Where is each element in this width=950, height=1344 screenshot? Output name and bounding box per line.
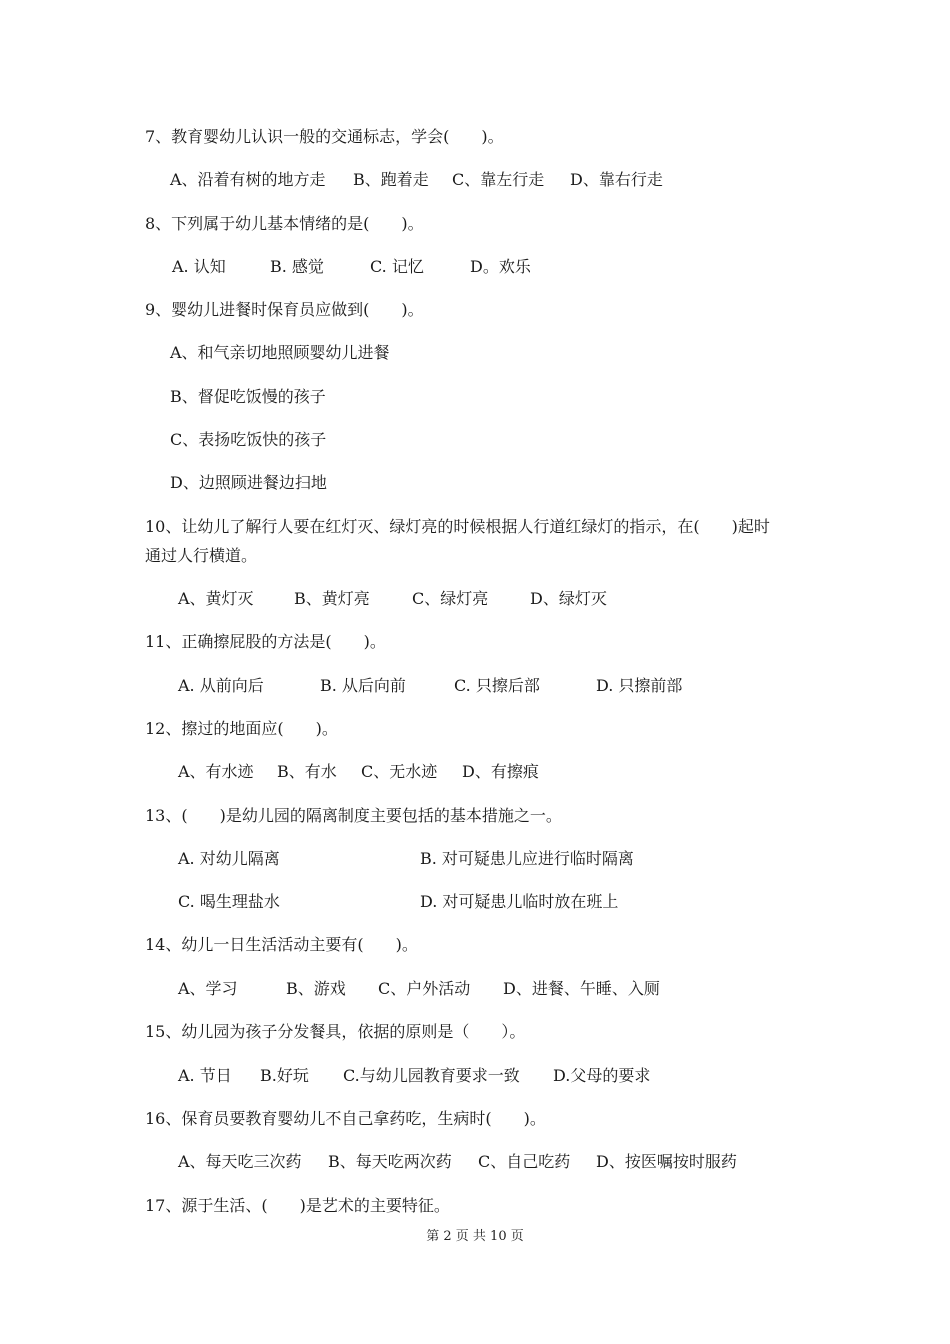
- question-14-option-c: C、户外活动: [378, 979, 471, 998]
- question-15-option-b: B.好玩: [260, 1066, 309, 1085]
- question-8-option-c: C. 记忆: [370, 257, 424, 276]
- question-10-option-a: A、黄灯灭: [178, 589, 254, 608]
- question-7-stem: 7、教育婴幼儿认识一般的交通标志，学会( )。: [145, 127, 504, 146]
- question-11-stem: 11、正确擦屁股的方法是( )。: [145, 632, 386, 651]
- question-9-option-b: B、督促吃饭慢的孩子: [170, 387, 326, 406]
- question-13-option-c: C. 喝生理盐水: [178, 892, 280, 911]
- question-8-option-d: D。欢乐: [470, 257, 531, 276]
- question-16-option-a: A、每天吃三次药: [178, 1152, 302, 1171]
- question-14-option-d: D、进餐、午睡、入厕: [503, 979, 660, 998]
- question-16-stem: 16、保育员要教育婴幼儿不自己拿药吃，生病时( )。: [145, 1109, 546, 1128]
- question-12-option-d: D、有擦痕: [462, 762, 539, 781]
- question-11-option-c: C. 只擦后部: [454, 676, 540, 695]
- question-8-option-b: B. 感觉: [270, 257, 324, 276]
- question-10-stem-line-1: 10、让幼儿了解行人要在红灯灭、绿灯亮的时候根据人行道红绿灯的指示，在( )起时: [145, 517, 770, 536]
- question-15-stem: 15、幼儿园为孩子分发餐具，依据的原则是（ ）。: [145, 1022, 526, 1041]
- question-10-option-d: D、绿灯灭: [530, 589, 607, 608]
- question-11-option-a: A. 从前向后: [178, 676, 264, 695]
- question-14-stem: 14、幼儿一日生活活动主要有( )。: [145, 935, 418, 954]
- question-12-option-c: C、无水迹: [361, 762, 438, 781]
- question-13-option-a: A. 对幼儿隔离: [178, 849, 280, 868]
- question-10-stem-line-2: 通过人行横道。: [145, 546, 258, 565]
- question-15-option-a: A. 节日: [178, 1066, 232, 1085]
- question-10-option-c: C、绿灯亮: [412, 589, 489, 608]
- question-14-option-a: A、学习: [178, 979, 238, 998]
- question-7-option-d: D、靠右行走: [570, 170, 663, 189]
- question-12-option-b: B、有水: [277, 762, 337, 781]
- question-14-option-b: B、游戏: [286, 979, 346, 998]
- question-9-option-c: C、表扬吃饭快的孩子: [170, 430, 327, 449]
- question-9-option-a: A、和气亲切地照顾婴幼儿进餐: [170, 343, 390, 362]
- question-13-stem: 13、( )是幼儿园的隔离制度主要包括的基本措施之一。: [145, 806, 562, 825]
- question-17-stem: 17、源于生活、( )是艺术的主要特征。: [145, 1196, 450, 1215]
- question-13-option-d: D. 对可疑患儿临时放在班上: [420, 892, 619, 911]
- question-10-option-b: B、黄灯亮: [294, 589, 370, 608]
- question-16-option-d: D、按医嘱按时服药: [596, 1152, 737, 1171]
- page-number-footer: 第 2 页 共 10 页: [426, 1229, 524, 1244]
- question-7-option-c: C、靠左行走: [452, 170, 545, 189]
- question-11-option-b: B. 从后向前: [320, 676, 406, 695]
- question-9-stem: 9、婴幼儿进餐时保育员应做到( )。: [145, 300, 424, 319]
- question-15-option-d: D.父母的要求: [553, 1066, 651, 1085]
- question-15-option-c: C.与幼儿园教育要求一致: [343, 1066, 520, 1085]
- question-12-stem: 12、擦过的地面应( )。: [145, 719, 338, 738]
- question-8-option-a: A. 认知: [172, 257, 226, 276]
- question-7-option-b: B、跑着走: [353, 170, 429, 189]
- question-9-option-d: D、边照顾进餐边扫地: [170, 473, 327, 492]
- question-12-option-a: A、有水迹: [178, 762, 254, 781]
- question-7-option-a: A、沿着有树的地方走: [170, 170, 326, 189]
- question-13-option-b: B. 对可疑患儿应进行临时隔离: [420, 849, 634, 868]
- question-16-option-c: C、自己吃药: [478, 1152, 571, 1171]
- question-11-option-d: D. 只擦前部: [596, 676, 683, 695]
- question-16-option-b: B、每天吃两次药: [328, 1152, 452, 1171]
- question-8-stem: 8、下列属于幼儿基本情绪的是( )。: [145, 214, 424, 233]
